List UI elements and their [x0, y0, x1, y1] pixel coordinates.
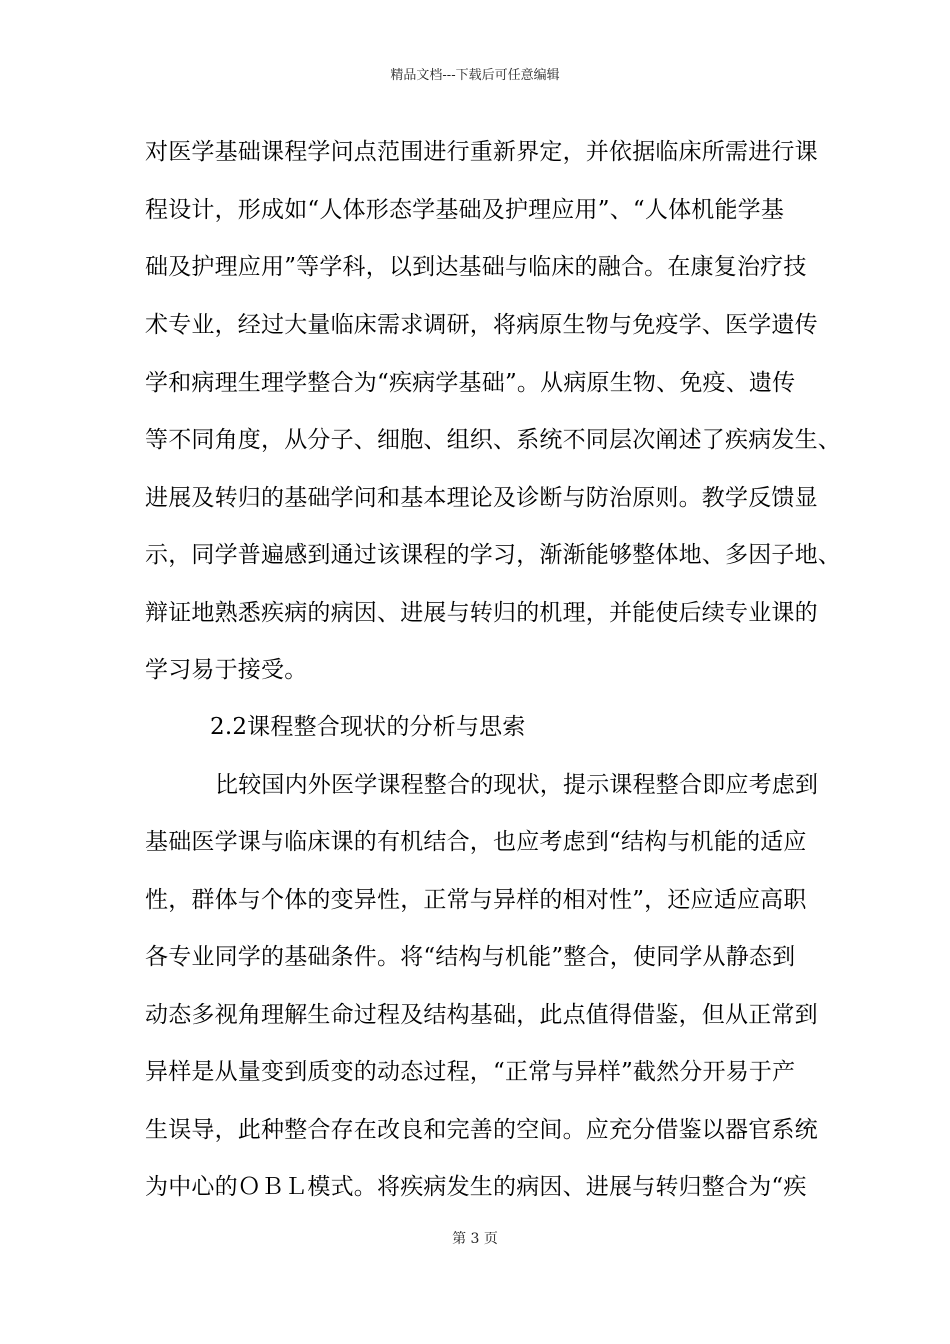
- text-line: 生误导，此种整合存在改良和完善的空间。应充分借鉴以器官系统: [145, 1117, 818, 1143]
- text-line: 示，同学普遍感到通过该课程的学习，渐渐能够整体地、多因子地、: [145, 542, 841, 568]
- text-line: 程设计，形成如“人体形态学基础及护理应用”、“人体机能学基: [145, 197, 785, 223]
- text-line: 比较国内外医学课程整合的现状，提示课程整合即应考虑到: [215, 772, 819, 798]
- text-line: 等不同角度，从分子、细胞、组织、系统不同层次阐述了疾病发生、: [145, 427, 841, 453]
- text-line: 性，群体与个体的变异性，正常与异样的相对性”，还应适应高职: [145, 887, 807, 913]
- text-line: 学习易于接受。: [145, 657, 308, 683]
- section-heading: 2.2课程整合现状的分析与思索: [210, 714, 526, 740]
- text-line: 异样是从量变到质变的动态过程，“正常与异样”截然分开易于产: [145, 1059, 796, 1085]
- text-line: 为中心的ＯＢＬ模式。将疾病发生的病因、进展与转归整合为“疾: [145, 1174, 807, 1200]
- text-line: 础及护理应用”等学科，以到达基础与临床的融合。在康复治疗技: [145, 254, 807, 280]
- page-number: 第 3 页: [452, 1231, 498, 1247]
- text-line: 进展及转归的基础学问和基本理论及诊断与防治原则。教学反馈显: [145, 485, 818, 511]
- page-header: 精品文档---下载后可任意编辑: [390, 68, 560, 83]
- text-line: 动态多视角理解生命过程及结构基础，此点值得借鉴，但从正常到: [145, 1002, 818, 1028]
- text-line: 各专业同学的基础条件。将“结构与机能”整合，使同学从静态到: [145, 944, 796, 970]
- text-line: 基础医学课与临床课的有机结合，也应考虑到“结构与机能的适应: [145, 829, 807, 855]
- text-line: 辩证地熟悉疾病的病因、进展与转归的机理，并能使后续专业课的: [145, 600, 818, 626]
- text-line: 学和病理生理学整合为“疾病学基础”。从病原生物、免疫、遗传: [145, 370, 796, 396]
- text-line: 术专业，经过大量临床需求调研，将病原生物与免疫学、医学遗传: [145, 312, 818, 338]
- text-line: 对医学基础课程学问点范围进行重新界定，并依据临床所需进行课: [145, 139, 818, 165]
